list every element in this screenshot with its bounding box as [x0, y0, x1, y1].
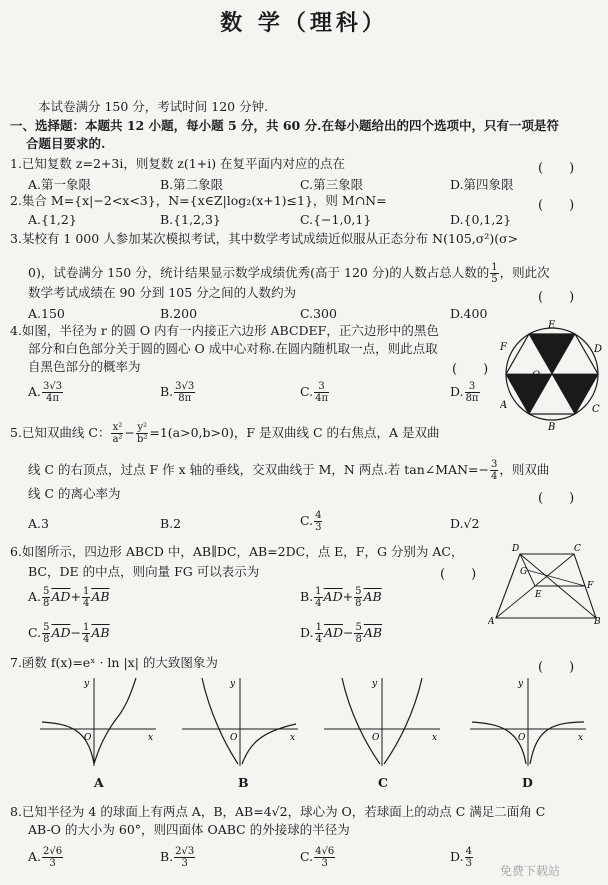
q5-line-3: 线 C 的离心率为 [28, 486, 121, 501]
exam-intro: 本试卷满分 150 分，考试时间 120 分钟. [38, 99, 269, 114]
q6-option-d: D. $\frac{1}{4}$ $\overline{AD}-$ $\frac{5}{8}$ $\overline{AB}$ [300, 622, 383, 645]
svg-text:x: x [290, 733, 296, 743]
svg-text:y: y [84, 679, 90, 689]
label-e: E [535, 590, 542, 600]
q5-line-2: 线 C 的右顶点，过点 F 作 x 轴的垂线，交双曲线于 M，N 两点.若 tan∠MAN=− $\frac{3}{4}$ ，则双曲 [28, 459, 550, 482]
label-d: D [594, 344, 603, 355]
svg-text:x: x [578, 733, 584, 743]
label-o: O [532, 370, 541, 381]
label-f: F [500, 342, 507, 353]
q7-graph-d [468, 674, 590, 770]
q7-label-c: C [378, 775, 388, 790]
q6-option-c: C. $\frac{5}{8}$ $\overline{AD}-$ $\frac{1}{4}$ $\overline{AB}$ [28, 622, 110, 645]
q6-answer-blank: ( ) [440, 567, 477, 582]
q6-option-b: B. $\frac{1}{4}$ $\overline{AD}+$ $\frac{5}{8}$ $\overline{AB}$ [300, 586, 382, 609]
q7-answer-blank: ( ) [538, 660, 575, 675]
q5-option-b: B.2 [160, 516, 182, 531]
q7-graph-a [38, 674, 160, 770]
q3-option-b: B.200 [160, 306, 198, 321]
q5-option-c: C. $\frac{4}{3}$ [300, 510, 322, 533]
q1-stem: 1.已知复数 z=2+3i，则复数 z(1+i) 在复平面内对应的点在 [10, 156, 346, 171]
svg-text:x: x [148, 733, 154, 743]
q5-option-a: A.3 [28, 516, 49, 531]
q2-option-b: B.{1,2,3} [160, 212, 221, 227]
label-g: G [520, 567, 528, 577]
svg-text:O: O [372, 733, 380, 743]
label-c: C [574, 544, 581, 554]
black-sector-top [529, 334, 575, 374]
q1-answer-blank: ( ) [538, 161, 575, 176]
q3-option-c: C.300 [300, 306, 337, 321]
q1-option-b: B.第二象限 [160, 177, 224, 192]
label-b: B [594, 617, 601, 626]
q6-trapezoid-figure [488, 540, 604, 626]
q7-graph-b [180, 674, 302, 770]
q1-option-c: C.第三象限 [300, 177, 364, 192]
q3-line-3: 数学考试成绩在 90 分到 105 分之间的人数约为 [28, 285, 297, 300]
label-a: A [488, 617, 495, 626]
q4-hexagon-figure [500, 316, 604, 434]
q2-stem: 2.集合 M={x|−2<x<3}，N={x∈Z|log₂(x+1)≤1}，则 M∩N= [10, 193, 387, 208]
q2-option-d: D.{0,1,2} [450, 212, 512, 227]
q3-option-a: A.150 [28, 306, 65, 321]
q3-option-d: D.400 [450, 306, 488, 321]
svg-text:y: y [372, 679, 378, 689]
svg-text:O: O [230, 733, 238, 743]
q1-option-a: A.第一象限 [28, 177, 92, 192]
q4-option-b: B. $\frac{3√3}{8\pi}$ [160, 381, 195, 404]
q4-line-3: 自黑色部分的概率为 [28, 359, 141, 374]
q3-line-2: 0)，试卷满分 150 分，统计结果显示数学成绩优秀(高于 120 分)的人数占总人数的 $\frac{1}{5}$ ，则此次 [28, 262, 550, 285]
q6-line-2: BC，DE 的中点，则向量 FG 可以表示为 [28, 564, 260, 579]
black-sector-lower-left [506, 374, 552, 414]
q8-line-1: 8.已知半径为 4 的球面上有两点 A，B，AB=4√2，球心为 O，若球面上的动点 C 满足二面角 C [10, 804, 546, 819]
svg-text:y: y [518, 679, 524, 689]
page-title: 数 学（理科） [220, 10, 388, 36]
q6-option-a: A. $\frac{5}{8}$ $\overline{AD}+$ $\frac{1}{4}$ $\overline{AB}$ [28, 586, 110, 609]
q2-option-a: A.{1,2} [28, 212, 77, 227]
q4-line-2: 部分和白色部分关于圆的圆心 O 成中心对称.在圆内随机取一点，则此点取 [28, 341, 438, 356]
q4-option-c: C. $\frac{3}{4\pi}$ [300, 381, 329, 404]
q8-option-c: C. $\frac{4√6}{3}$ [300, 846, 335, 869]
q3-line-1: 3.某校有 1 000 人参加某次模拟考试，其中数学考试成绩近似服从正态分布 N(105,σ²)(σ> [10, 231, 519, 246]
q5-option-d: D.√2 [450, 516, 480, 531]
watermark: 免费下载站 [500, 864, 561, 878]
q4-line-1: 4.如图，半径为 r 的圆 O 内有一内接正六边形 ABCDEF，正六边形中的黑色 [10, 323, 439, 338]
q7-graph-c [322, 674, 444, 770]
label-e: E [548, 320, 556, 331]
section-heading-1: 一、选择题：本题共 12 小题，每小题 5 分，共 60 分.在每小题给出的四个选项中，只有一项是符 [10, 118, 559, 133]
label-d: D [512, 544, 520, 554]
q4-option-a: A. $\frac{3√3}{4\pi}$ [28, 381, 63, 404]
q1-option-d: D.第四象限 [450, 177, 514, 192]
q4-answer-blank: ( ) [452, 362, 489, 377]
svg-text:O: O [84, 733, 92, 743]
q8-option-d: D. $\frac{4}{3}$ [450, 846, 472, 869]
svg-text:y: y [230, 679, 236, 689]
q5-answer-blank: ( ) [538, 491, 575, 506]
q6-line-1: 6.如图所示，四边形 ABCD 中，AB∥DC，AB=2DC，点 E，F，G 分别为 AC， [10, 544, 464, 559]
q7-label-b: B [238, 775, 249, 790]
label-f: F [587, 581, 594, 591]
section-heading-2: 合题目要求的. [26, 136, 106, 151]
q4-option-d: D. $\frac{3}{8\pi}$ [450, 381, 479, 404]
q2-option-c: C.{−1,0,1} [300, 212, 372, 227]
q3-fraction: $\frac{1}{5}$ [491, 262, 498, 285]
q8-option-a: A. $\frac{2√6}{3}$ [28, 846, 63, 869]
q3-answer-blank: ( ) [538, 290, 575, 305]
q8-line-2: AB-O 的大小为 60°，则四面体 OABC 的外接球的半径为 [28, 822, 350, 837]
svg-text:O: O [518, 733, 526, 743]
q7-stem: 7.函数 f(x)=eˣ · ln |x| 的大致图象为 [10, 655, 218, 670]
q7-label-a: A [94, 775, 104, 790]
label-c: C [592, 404, 600, 415]
svg-text:x: x [432, 733, 438, 743]
q7-label-d: D [522, 775, 533, 790]
label-a: A [500, 400, 508, 411]
q2-answer-blank: ( ) [538, 198, 575, 213]
q8-option-b: B. $\frac{2√3}{3}$ [160, 846, 195, 869]
q5-line-1: 5.已知双曲线 C： $\frac{\text{x²}}{\text{a²}}$ − $\frac{\text{y²}}{\text{b²}}$ =1(a>0,b>0)，F 是双曲线 C 的右焦点，A 是双曲 [10, 422, 440, 445]
label-b: B [548, 422, 556, 433]
